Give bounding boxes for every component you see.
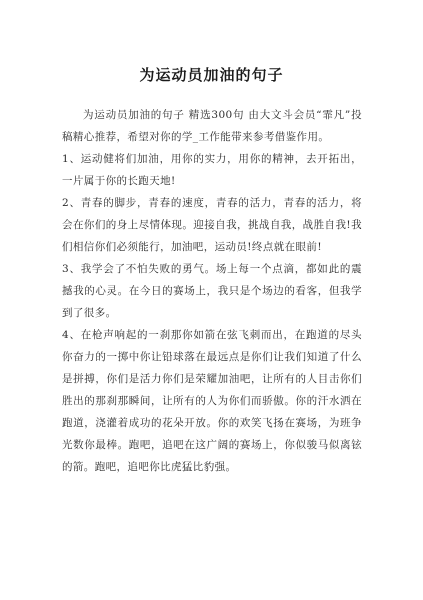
- paragraph-4: 4、在枪声响起的一刹那你如箭在弦飞刺而出，在跑道的尽头你奋力的一掷中你让铅球落在最远点是你们让我们知道了什么是拼搏，你们是活力你们是荣耀加油吧，让所有的人目击你们胜出的那刹那瞬间，让所有的人为你们而骄傲。你的汗水洒在跑道，浇灌着成功的花朵开放。你的欢笑飞扬在赛场，为班争光数你最棒。跑吧，追吧在这广阔的赛场上，你似骏马似离铉的箭。跑吧，追吧你比虎猛比豹强。: [62, 329, 362, 473]
- document-title: 为运动员加油的句子: [139, 66, 284, 84]
- document-body: [62, 104, 362, 478]
- intro-paragraph: 为运动员加油的句子 精选300句 由大文斗会员“霏凡”投稿精心推荐，希望对你的学_工作能带来参考借鉴作用。: [62, 109, 362, 143]
- paragraph-1: 1、运动健将们加油，用你的实力，用你的精神，去开拓出，一片属于你的长跑天地!: [62, 153, 362, 187]
- paragraph-3: 3、我学会了不怕失败的勇气。场上每一个点滴，都如此的震撼我的心灵。在今日的赛场上，我只是个场边的看客，但我学到了很多。: [62, 263, 362, 319]
- paragraph-2: 2、青春的脚步，青春的速度，青春的活力，青春的活力，将会在你们的身上尽情体现。迎接自我，挑战自我，战胜自我!我们相信你们必须能行，加油吧，运动员!终点就在眼前!: [62, 197, 362, 253]
